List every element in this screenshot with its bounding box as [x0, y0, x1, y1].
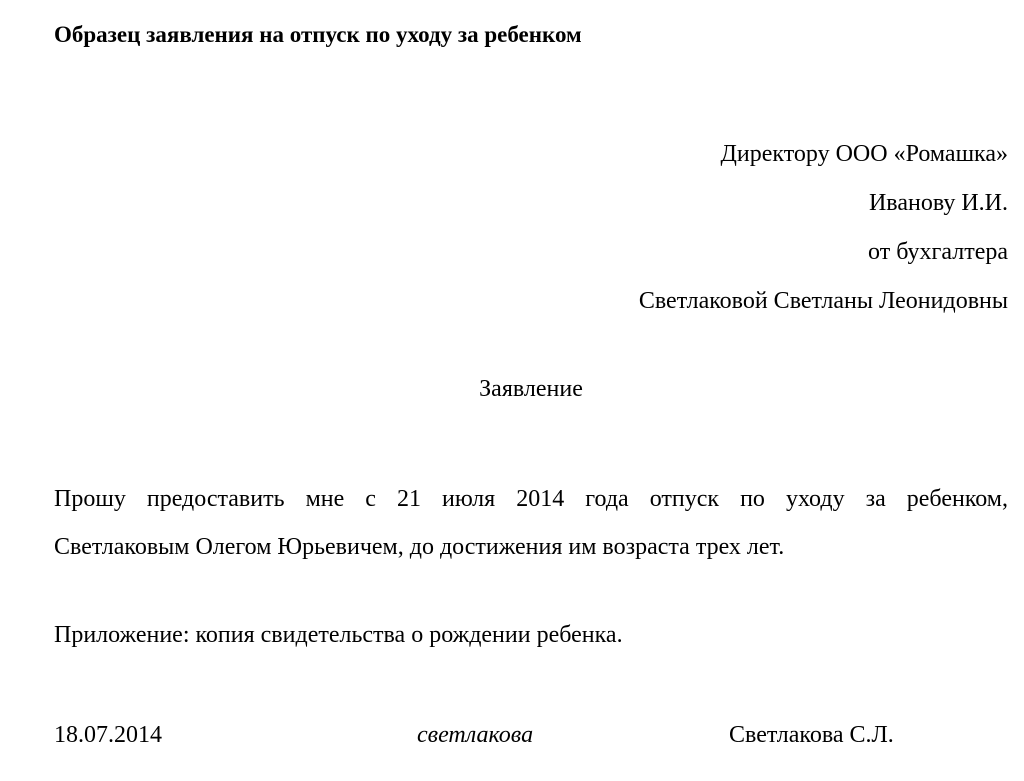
sender-position: от бухгалтера — [868, 239, 1008, 265]
footer-signature: светлакова — [417, 722, 534, 748]
addressee-name: Иванову И.И. — [868, 190, 1008, 216]
footer-signer-name: Светлакова С.Л. — [729, 722, 894, 748]
addressee-block — [639, 130, 1008, 326]
sender-name: Светлаковой Светланы Леонидовны — [638, 288, 1008, 314]
document-heading: Заявление — [479, 376, 583, 402]
addressee-position: Директору ООО «Ромашка» — [720, 141, 1008, 167]
request-body-line-2: Светлаковым Олегом Юрьевичем, до достижения им возраста трех лет. — [54, 534, 785, 560]
document-title: Образец заявления на отпуск по уходу за ребенком — [54, 22, 582, 47]
request-body-line-1: Прошу предоставить мне с 21 июля 2014 года отпуск по уходу за ребенком, — [54, 486, 1008, 512]
request-body — [54, 475, 1008, 571]
footer-date: 18.07.2014 — [54, 722, 162, 748]
attachment-note: Приложение: копия свидетельства о рождении ребенка. — [54, 622, 623, 648]
